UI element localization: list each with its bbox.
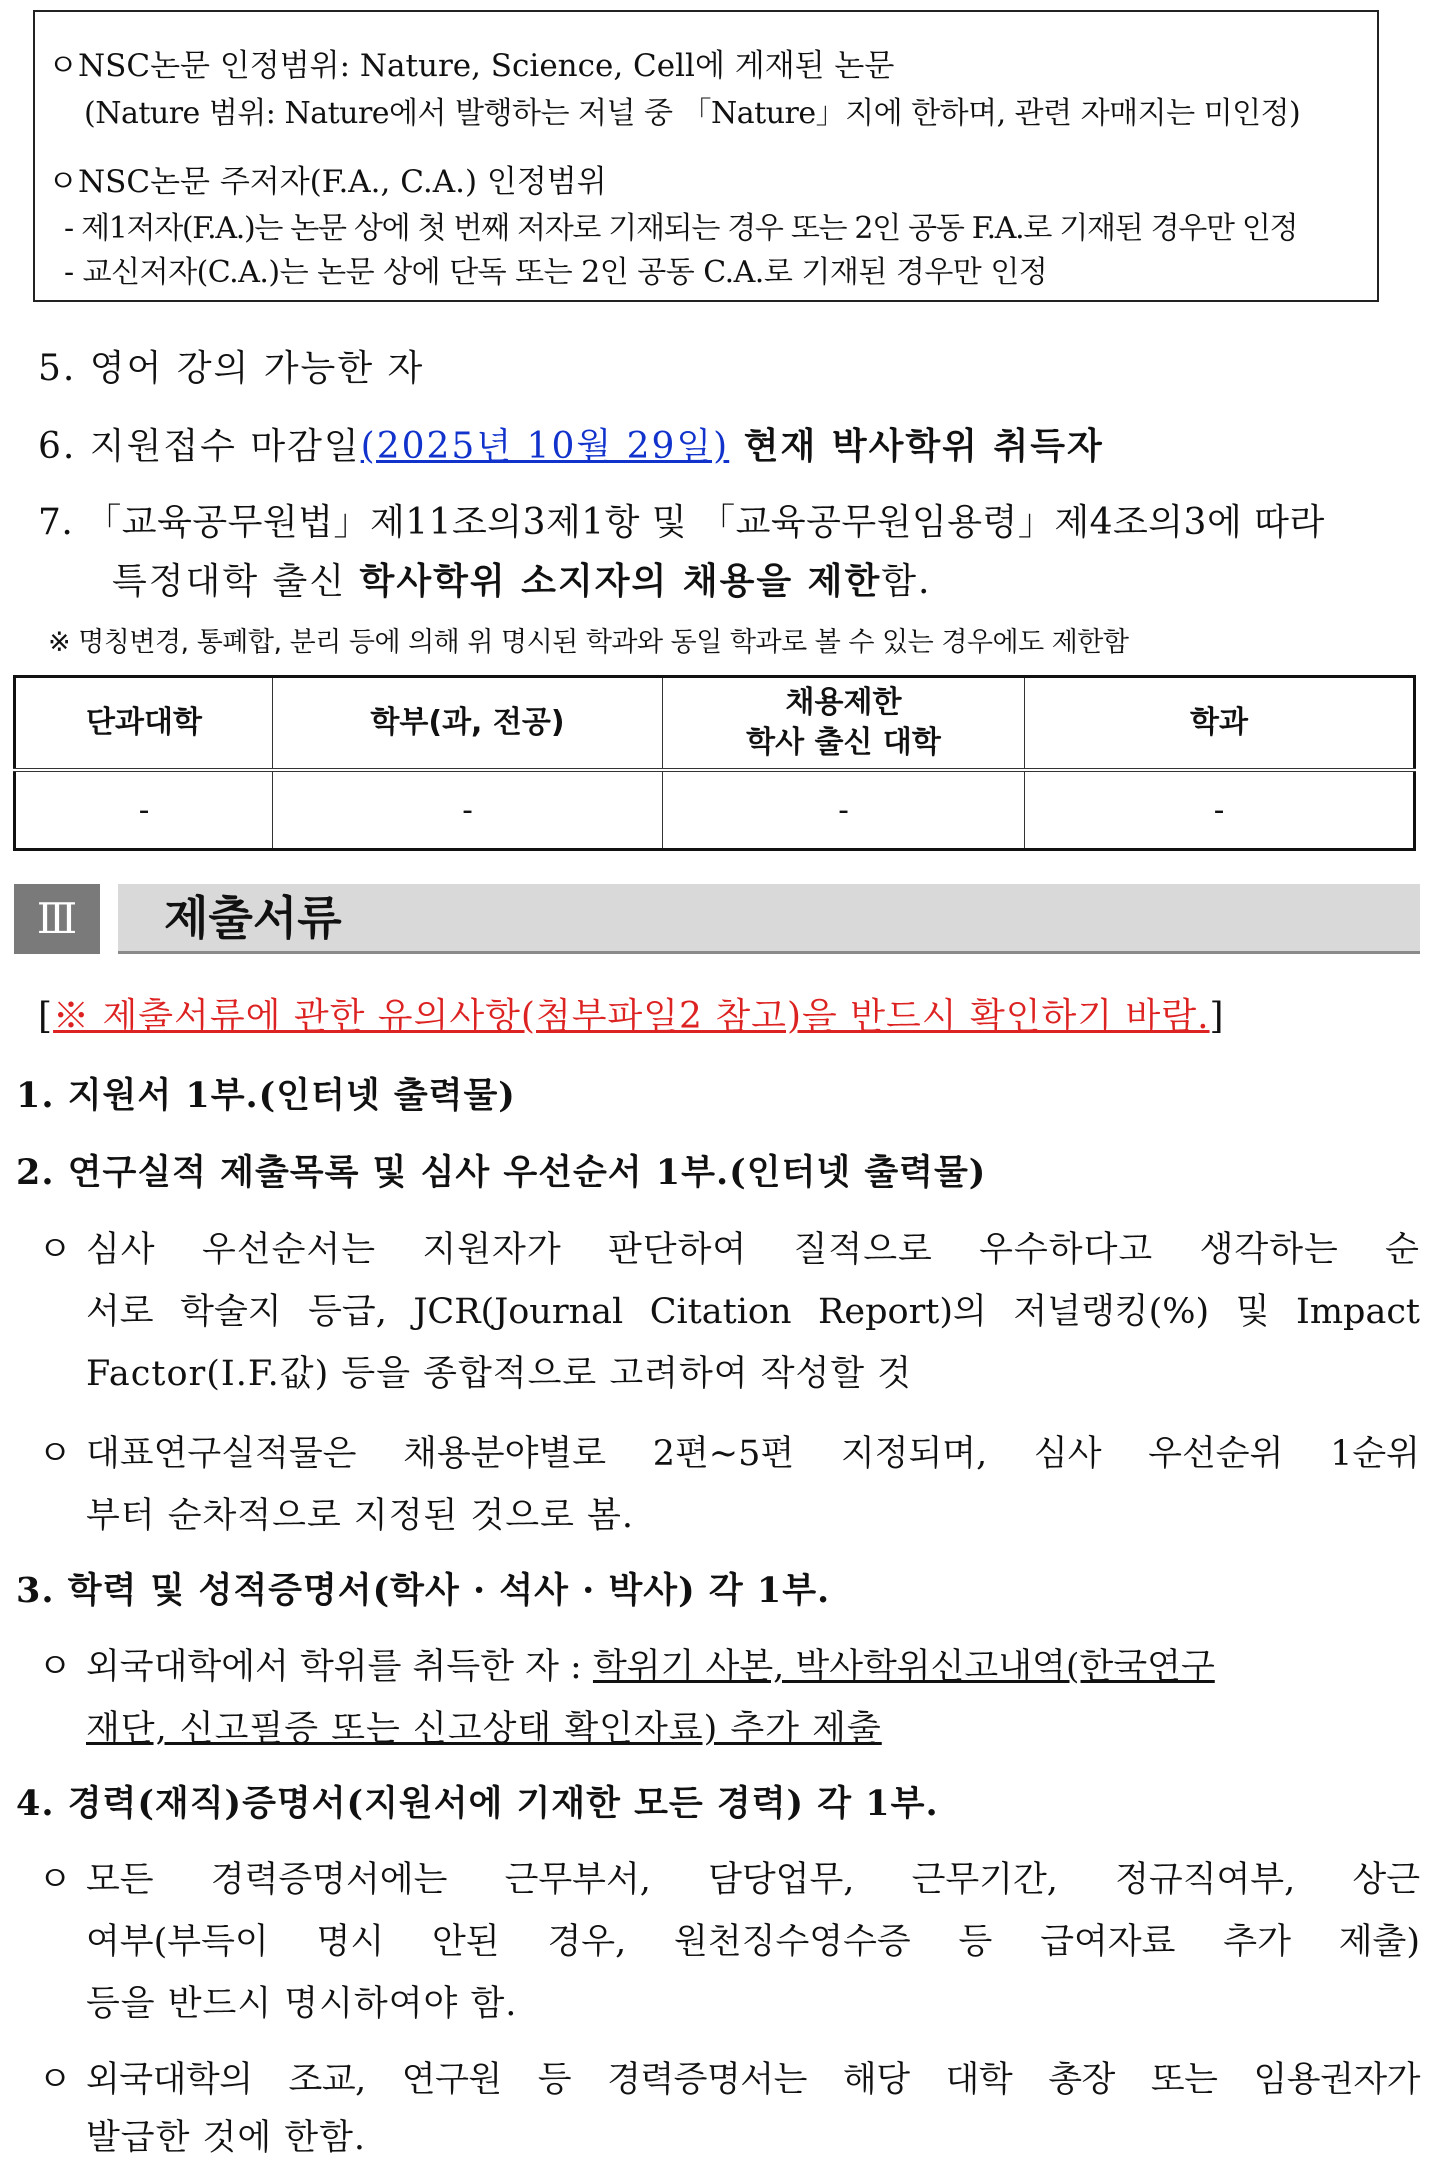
header-department: 학부(과, 전공): [273, 677, 663, 771]
bullet-mark: ㅇ: [38, 1434, 73, 1474]
doc-1: 1. 지원서 1부.(인터넷 출력물): [16, 1075, 516, 1116]
doc-3: 3. 학력 및 성적증명서(학사 · 석사 · 박사) 각 1부.: [16, 1570, 831, 1611]
first-author-rule: - 제1저자(F.A.)는 논문 상에 첫 번째 저자로 기재되는 경우 또는 2인 공동 F.A.로 기재된 경우만 인정: [64, 211, 1298, 246]
cell-department: -: [273, 770, 663, 850]
bullet-mark: ㅇ: [38, 2060, 73, 2100]
submission-warning: [※ 제출서류에 관한 유의사항(첨부파일2 참고)을 반드시 확인하기 바람.]: [38, 996, 1225, 1037]
doc-2-note2-line1: 대표연구실적물은 채용분야별로 2편~5편 지정되며, 심사 우선순위 1순위: [86, 1434, 1420, 1474]
header-restricted-university: 채용제한 학사 출신 대학: [663, 677, 1025, 771]
section-header: [14, 884, 1420, 958]
item-7-line2: 특정대학 출신 학사학위 소지자의 채용을 제한함.: [112, 560, 932, 602]
header-major: 학과: [1025, 677, 1415, 771]
cell-college: -: [15, 770, 273, 850]
bullet-mark: ㅇ: [38, 1860, 73, 1900]
doc-2-note1-line2: 서로 학술지 등급, JCR(Journal Citation Report)의 저널랭킹(%) 및 Impact: [86, 1292, 1420, 1332]
corresponding-author-rule: - 교신저자(C.A.)는 논문 상에 단독 또는 2인 공동 C.A.로 기재된 경우만 인정: [64, 255, 1048, 290]
restriction-note: ※ 명칭변경, 통폐합, 분리 등에 의해 위 명시된 학과와 동일 학과로 볼 수 있는 경우에도 제한함: [48, 627, 1129, 658]
doc-4-note2-line2: 발급한 것에 한함.: [86, 2118, 367, 2158]
doc-2-note1-line1: 심사 우선순서는 지원자가 판단하여 질적으로 우수하다고 생각하는 순: [86, 1230, 1420, 1270]
doc-2: 2. 연구실적 제출목록 및 심사 우선순서 1부.(인터넷 출력물): [16, 1152, 987, 1193]
bullet-mark: ㅇ: [38, 1230, 73, 1270]
table-header-row: [15, 677, 1415, 771]
bullet-mark: ㅇ: [38, 1647, 73, 1687]
cell-major: -: [1025, 770, 1415, 850]
item-5: 5. 영어 강의 가능한 자: [38, 348, 425, 389]
nsc-scope-line: ㅇNSC논문 인정범위: Nature, Science, Cell에 게재된 논문: [48, 40, 894, 85]
header-college: 단과대학: [15, 677, 273, 771]
cell-restricted-university: -: [663, 770, 1025, 850]
table-row: [15, 770, 1415, 850]
bullet-mark: ㅇ: [48, 48, 78, 84]
doc-2-note2-line2: 부터 순차적으로 지정된 것으로 봄.: [86, 1496, 634, 1536]
nsc-author-scope-line: ㅇNSC논문 주저자(F.A., C.A.) 인정범위: [48, 156, 607, 201]
bullet-mark: ㅇ: [48, 164, 78, 200]
item-7-line1: 7. 「교육공무원법」제11조의3제1항 및 「교육공무원임용령」제4조의3에 따라: [38, 502, 1325, 543]
item-6: 6. 지원접수 마감일(2025년 10월 29일) 현재 박사학위 취득자: [38, 425, 1104, 467]
restriction-table: [13, 675, 1416, 851]
doc-2-note1-line3: Factor(I.F.값) 등을 종합적으로 고려하여 작성할 것: [86, 1354, 913, 1394]
doc-3-note-line2: 재단, 신고필증 또는 신고상태 확인자료) 추가 제출: [86, 1709, 882, 1749]
deadline-date: (2025년 10월 29일): [360, 426, 730, 467]
section-numeral: Ⅲ: [14, 884, 100, 954]
doc-4: 4. 경력(재직)증명서(지원서에 기재한 모든 경력) 각 1부.: [16, 1783, 939, 1824]
doc-4-note1-line2: 여부(부득이 명시 안된 경우, 원천징수영수증 등 급여자료 추가 제출): [86, 1922, 1420, 1962]
doc-4-note2-line1: 외국대학의 조교, 연구원 등 경력증명서는 해당 대학 총장 또는 임용권자가: [86, 2060, 1420, 2100]
nature-scope-line: (Nature 범위: Nature에서 발행하는 저널 중 「Nature」지에 한하며, 관련 자매지는 미인정): [84, 96, 1301, 131]
doc-4-note1-line1: 모든 경력증명서에는 근무부서, 담당업무, 근무기간, 정규직여부, 상근: [86, 1860, 1420, 1900]
doc-3-note-line1: 외국대학에서 학위를 취득한 자 : 학위기 사본, 박사학위신고내역(한국연구: [86, 1647, 1215, 1687]
doc-4-note1-line3: 등을 반드시 명시하여야 함.: [86, 1984, 518, 2024]
section-title: 제출서류: [118, 884, 1420, 954]
